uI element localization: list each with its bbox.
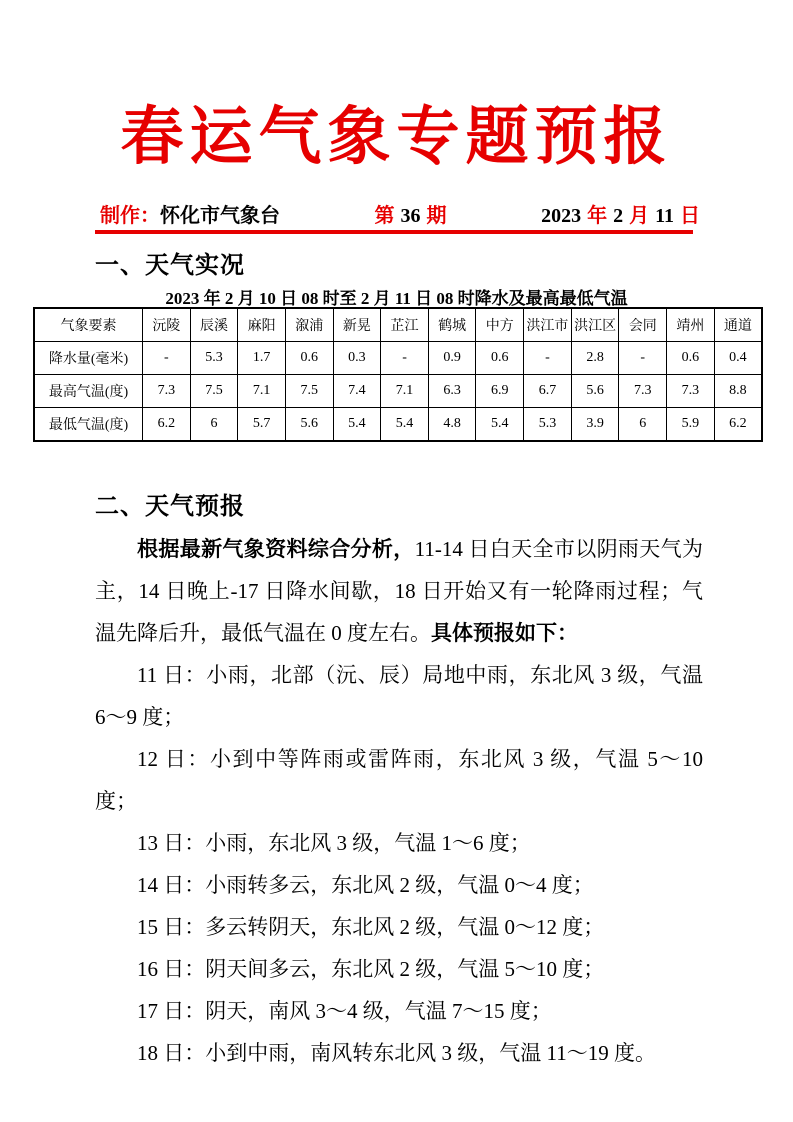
date-day-unit: 日 (680, 205, 700, 227)
col-header-station: 麻阳 (238, 308, 286, 342)
forecast-intro-paragraph (95, 528, 703, 654)
value-cell: 5.4 (476, 408, 524, 442)
producer-item (100, 199, 280, 228)
value-cell: 7.1 (381, 375, 429, 408)
value-cell: 7.3 (143, 375, 191, 408)
forecast-line-day17: 17 日：阴天，南风 3～4 级，气温 7～15 度； (137, 999, 552, 1023)
value-cell: 5.6 (285, 408, 333, 442)
col-header-factor: 气象要素 (34, 308, 143, 342)
section-1-heading: 一、天气实况 (95, 253, 245, 279)
forecast-line-day14: 14 日：小雨转多云，东北风 2 级，气温 0～4 度； (137, 873, 594, 897)
value-cell: 8.8 (714, 375, 762, 408)
forecast-line-day15: 15 日：多云转阴天，东北风 2 级，气温 0～12 度； (137, 915, 605, 939)
value-cell: 6.9 (476, 375, 524, 408)
date-year-unit: 年 (587, 205, 608, 227)
value-cell: 5.3 (190, 342, 238, 375)
value-cell: 6 (190, 408, 238, 442)
value-cell: - (381, 342, 429, 375)
value-cell: 7.1 (238, 375, 286, 408)
row-label: 最低气温(度) (34, 408, 143, 442)
table-row (34, 408, 762, 442)
intro-text: 11-14 日白天全市以阴雨天气为主，14 日晚上-17 日降水间歇，18 日开始又有一轮降雨过程；气温先降后升，最低气温在 0 度左右。 (95, 537, 703, 645)
value-cell: 7.5 (190, 375, 238, 408)
observation-table-title: 2023 年 2 月 10 日 08 时至 2 月 11 日 08 时降水及最高最低气温 (165, 289, 628, 308)
value-cell: 1.7 (238, 342, 286, 375)
col-header-station: 沅陵 (143, 308, 191, 342)
row-label: 降水量(毫米) (34, 342, 143, 375)
intro-lead-bold: 根据最新气象资料综合分析， (137, 537, 415, 561)
value-cell: 4.8 (428, 408, 476, 442)
issue-number: 36 (400, 205, 421, 227)
value-cell: 6.2 (714, 408, 762, 442)
value-cell: - (143, 342, 191, 375)
document-title: 春运气象专题预报 (120, 102, 673, 172)
value-cell: 0.6 (667, 342, 715, 375)
value-cell: 7.4 (333, 375, 381, 408)
value-cell: - (524, 342, 572, 375)
forecast-line-day11: 11 日：小雨，北部（沅、辰）局地中雨，东北风 3 级，气温 6～9 度； (95, 663, 703, 729)
value-cell: 0.9 (428, 342, 476, 375)
table-header-row (34, 308, 762, 342)
forecast-line-day16: 16 日：阴天间多云，东北风 2 级，气温 5～10 度； (137, 957, 605, 981)
issue-date-item (541, 199, 700, 228)
produced-label: 制作： (100, 205, 160, 227)
weather-observation-table (33, 307, 763, 442)
value-cell: 5.7 (238, 408, 286, 442)
col-header-station: 辰溪 (190, 308, 238, 342)
value-cell: 0.3 (333, 342, 381, 375)
value-cell: 6.7 (524, 375, 572, 408)
row-label: 最高气温(度) (34, 375, 143, 408)
document-meta (100, 199, 700, 228)
forecast-body (95, 486, 703, 1074)
value-cell: 3.9 (571, 408, 619, 442)
value-cell: 0.6 (285, 342, 333, 375)
date-month-unit: 月 (629, 205, 650, 227)
value-cell: 7.3 (667, 375, 715, 408)
value-cell: 0.6 (476, 342, 524, 375)
value-cell: - (619, 342, 667, 375)
value-cell: 0.4 (714, 342, 762, 375)
col-header-station: 芷江 (381, 308, 429, 342)
date-year: 2023 (541, 205, 582, 227)
col-header-station: 新晃 (333, 308, 381, 342)
col-header-station: 洪江市 (524, 308, 572, 342)
value-cell: 6.3 (428, 375, 476, 408)
col-header-station: 中方 (476, 308, 524, 342)
value-cell: 6.2 (143, 408, 191, 442)
table-row (34, 375, 762, 408)
col-header-station: 通道 (714, 308, 762, 342)
value-cell: 2.8 (571, 342, 619, 375)
forecast-line-day12: 12 日：小到中等阵雨或雷阵雨，东北风 3 级，气温 5～10 度； (95, 747, 703, 813)
date-day: 11 (655, 205, 674, 227)
value-cell: 5.6 (571, 375, 619, 408)
date-month: 2 (613, 205, 624, 227)
col-header-station: 洪江区 (571, 308, 619, 342)
value-cell: 7.3 (619, 375, 667, 408)
producer-name: 怀化市气象台 (160, 205, 280, 227)
value-cell: 7.5 (285, 375, 333, 408)
value-cell: 5.3 (524, 408, 572, 442)
forecast-line-day13: 13 日：小雨，东北风 3 级，气温 1～6 度； (137, 831, 531, 855)
value-cell: 6 (619, 408, 667, 442)
col-header-station: 鹤城 (428, 308, 476, 342)
col-header-station: 会同 (619, 308, 667, 342)
value-cell: 5.9 (667, 408, 715, 442)
intro-tail-bold: 具体预报如下： (431, 621, 578, 645)
issue-prefix: 第 (374, 205, 395, 227)
value-cell: 5.4 (381, 408, 429, 442)
value-cell: 5.4 (333, 408, 381, 442)
issue-suffix: 期 (426, 205, 447, 227)
col-header-station: 溆浦 (285, 308, 333, 342)
col-header-station: 靖州 (667, 308, 715, 342)
forecast-line-day18: 18 日：小到中雨，南风转东北风 3 级，气温 11～19 度。 (137, 1041, 656, 1065)
header-divider-rule (95, 230, 693, 234)
section-2-heading: 二、天气预报 (95, 494, 245, 520)
table-row (34, 342, 762, 375)
issue-number-item (375, 199, 447, 228)
